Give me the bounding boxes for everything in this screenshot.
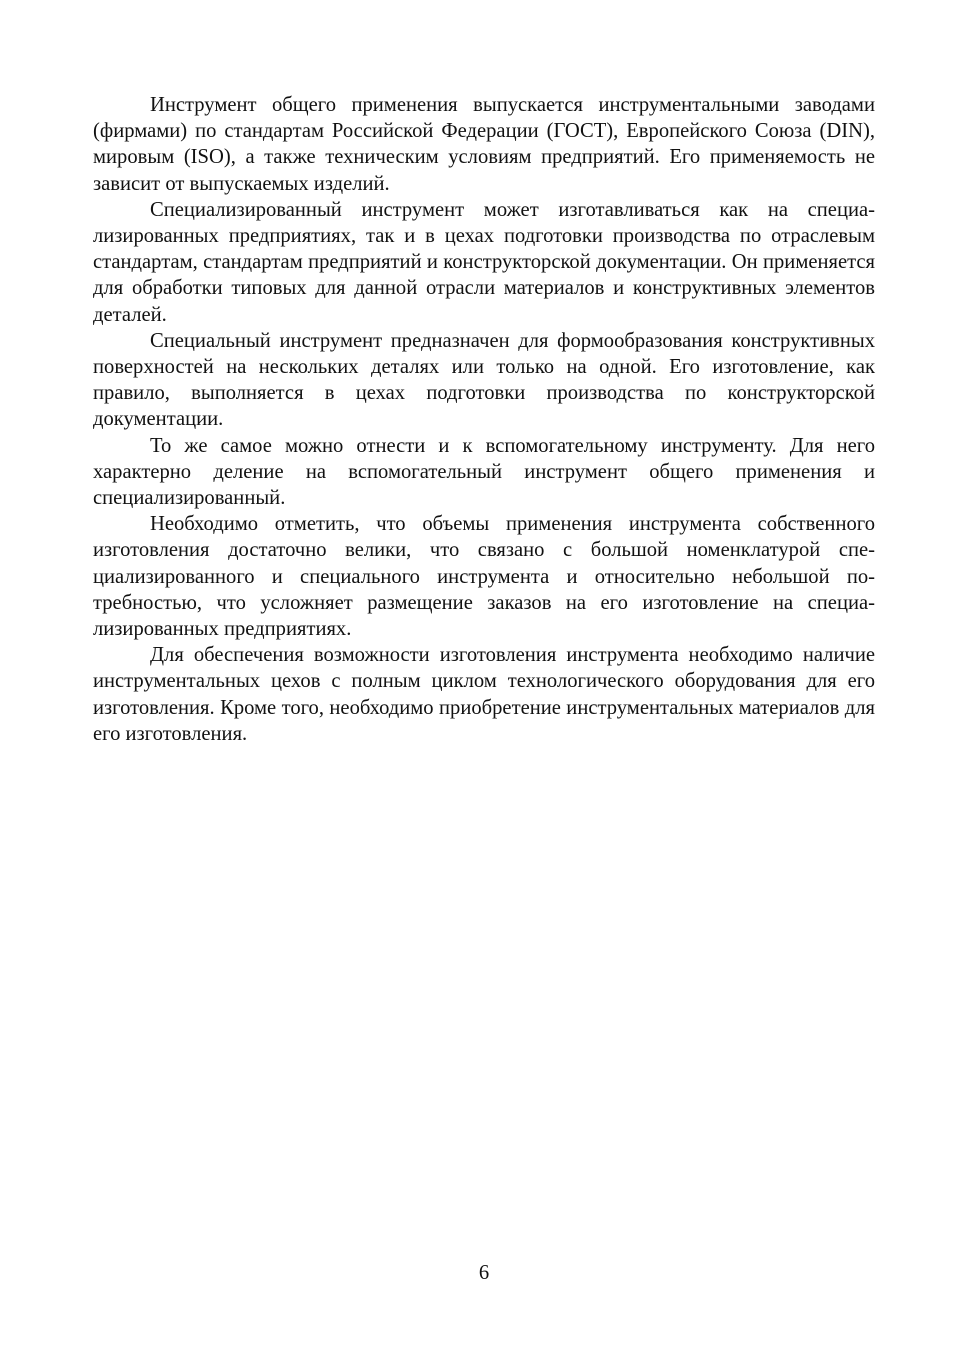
paragraph-general-tools: Инструмент общего применения выпускается инструментальными заводами (фирмами) по стандартам Российской Федерации (ГОСТ), Европейского Союза (DIN), мировым (ISO), а также техническим условиям предприятий. Его применяемость не зависит от выпускаемых изделий. [93,94,875,195]
paragraph-special-tools: Специальный инструмент предназначен для формообразования конструктивных поверхностей на нескольких деталях или только на одной. Его изготовление, как правило, выполняется в цехах подготовки производства по конструкторской документации. [93,329,875,431]
paragraph-tool-shops: Для обеспечения возможности изготовления инструмента необходимо наличие инструментальных цехов с полным циклом технологического оборудования для его изготовления. Кроме того, необходимо приобретение инструментальных материалов для его изготовления. [93,644,875,745]
page-number: 6 [478,1262,490,1284]
paragraph-auxiliary-tools: То же самое можно отнести и к вспомогательному инструменту. Для него характерно деление на вспомогательный инструмент общего применения и специализированный. [93,434,875,510]
paragraph-own-production: Необходимо отметить, что объемы применения инструмента собственного изготовления достаточно велики, что связано с большой номенклатурой специализированного и специального инструмента и относительно небольшой потребностью, что усложняет размещение заказов на его изготовление на специализированных предприятиях. [93,513,875,641]
paragraph-specialized-tools: Специализированный инструмент может изготавливаться как на специализированных предприятиях, так и в цехах подготовки производства по отраслевым стандартам, стандартам предприятий и конструкторской документации. Он применяется для обработки типовых для данной отрасли материалов и конструктивных элементов деталей. [93,198,875,326]
page-body [93,92,875,747]
